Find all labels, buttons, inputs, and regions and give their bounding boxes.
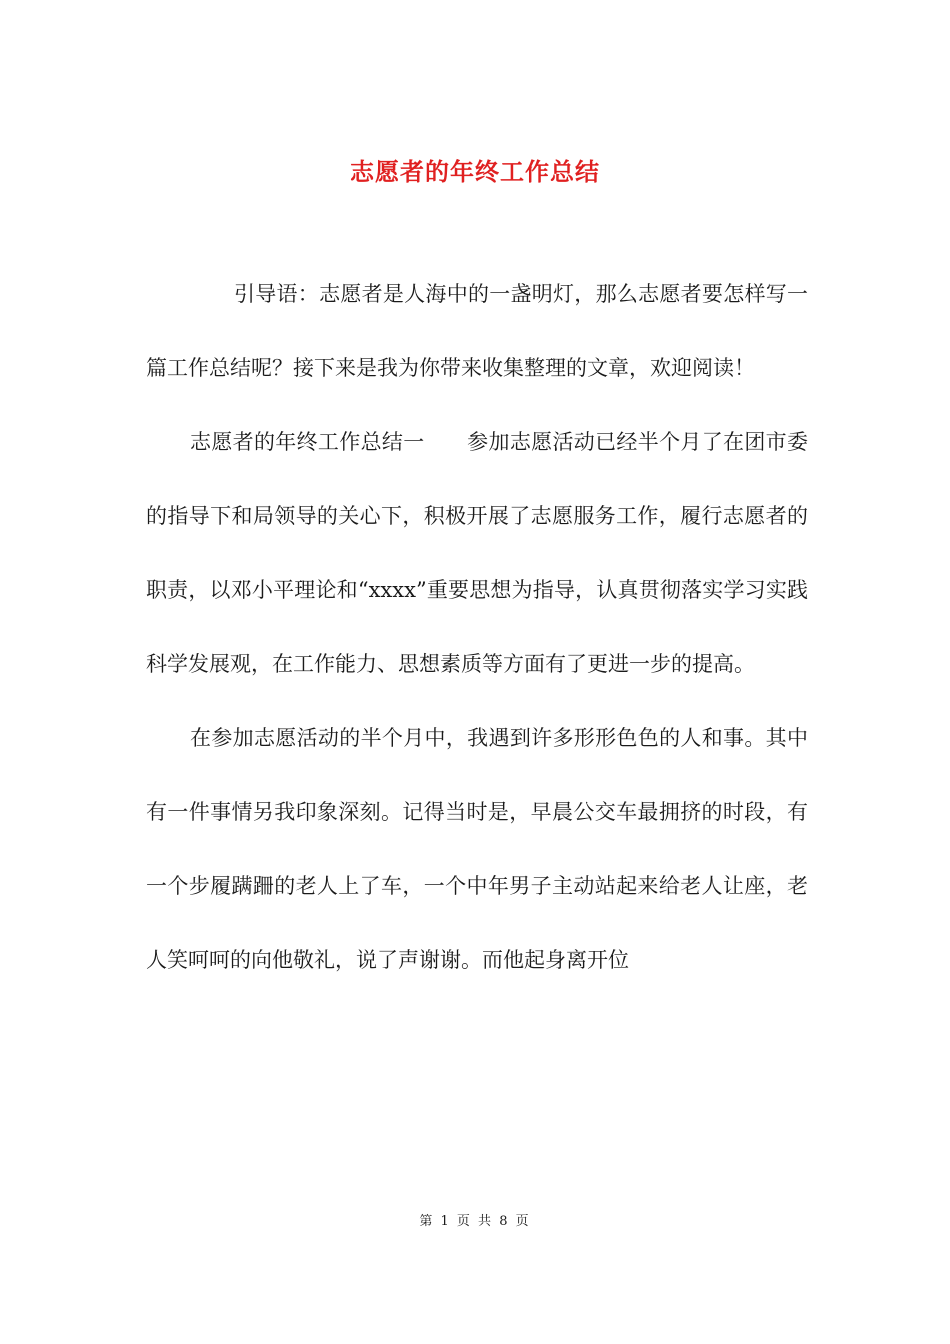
- document-title: 志愿者的年终工作总结: [350, 157, 600, 187]
- paragraph-section-one: 志愿者的年终工作总结一 参加志愿活动已经半个月了在团市委的指导下和局领导的关心下，积极开展了志愿服务工作，履行志愿者的职责，以邓小平理论和“xxxx”重要思想为指导，认真贯彻落实学习实践科学发展观，在工作能力、思想素质等方面有了更进一步的提高。: [146, 430, 808, 676]
- paragraph-story: 在参加志愿活动的半个月中，我遇到许多形形色色的人和事。其中有一件事情另我印象深刻。记得当时是，早晨公交车最拥挤的时段，有一个步履蹒跚的老人上了车，一个中年男子主动站起来给老人让座，老人笑呵呵的向他敬礼，说了声谢谢。而他起身离开位: [146, 726, 808, 972]
- paragraph-intro: 引导语：志愿者是人海中的一盏明灯，那么志愿者要怎样写一篇工作总结呢？接下来是我为你带来收集整理的文章，欢迎阅读！: [146, 282, 808, 380]
- page-footer: 第 1 页 共 8 页: [419, 1214, 531, 1229]
- document-body: [146, 257, 808, 997]
